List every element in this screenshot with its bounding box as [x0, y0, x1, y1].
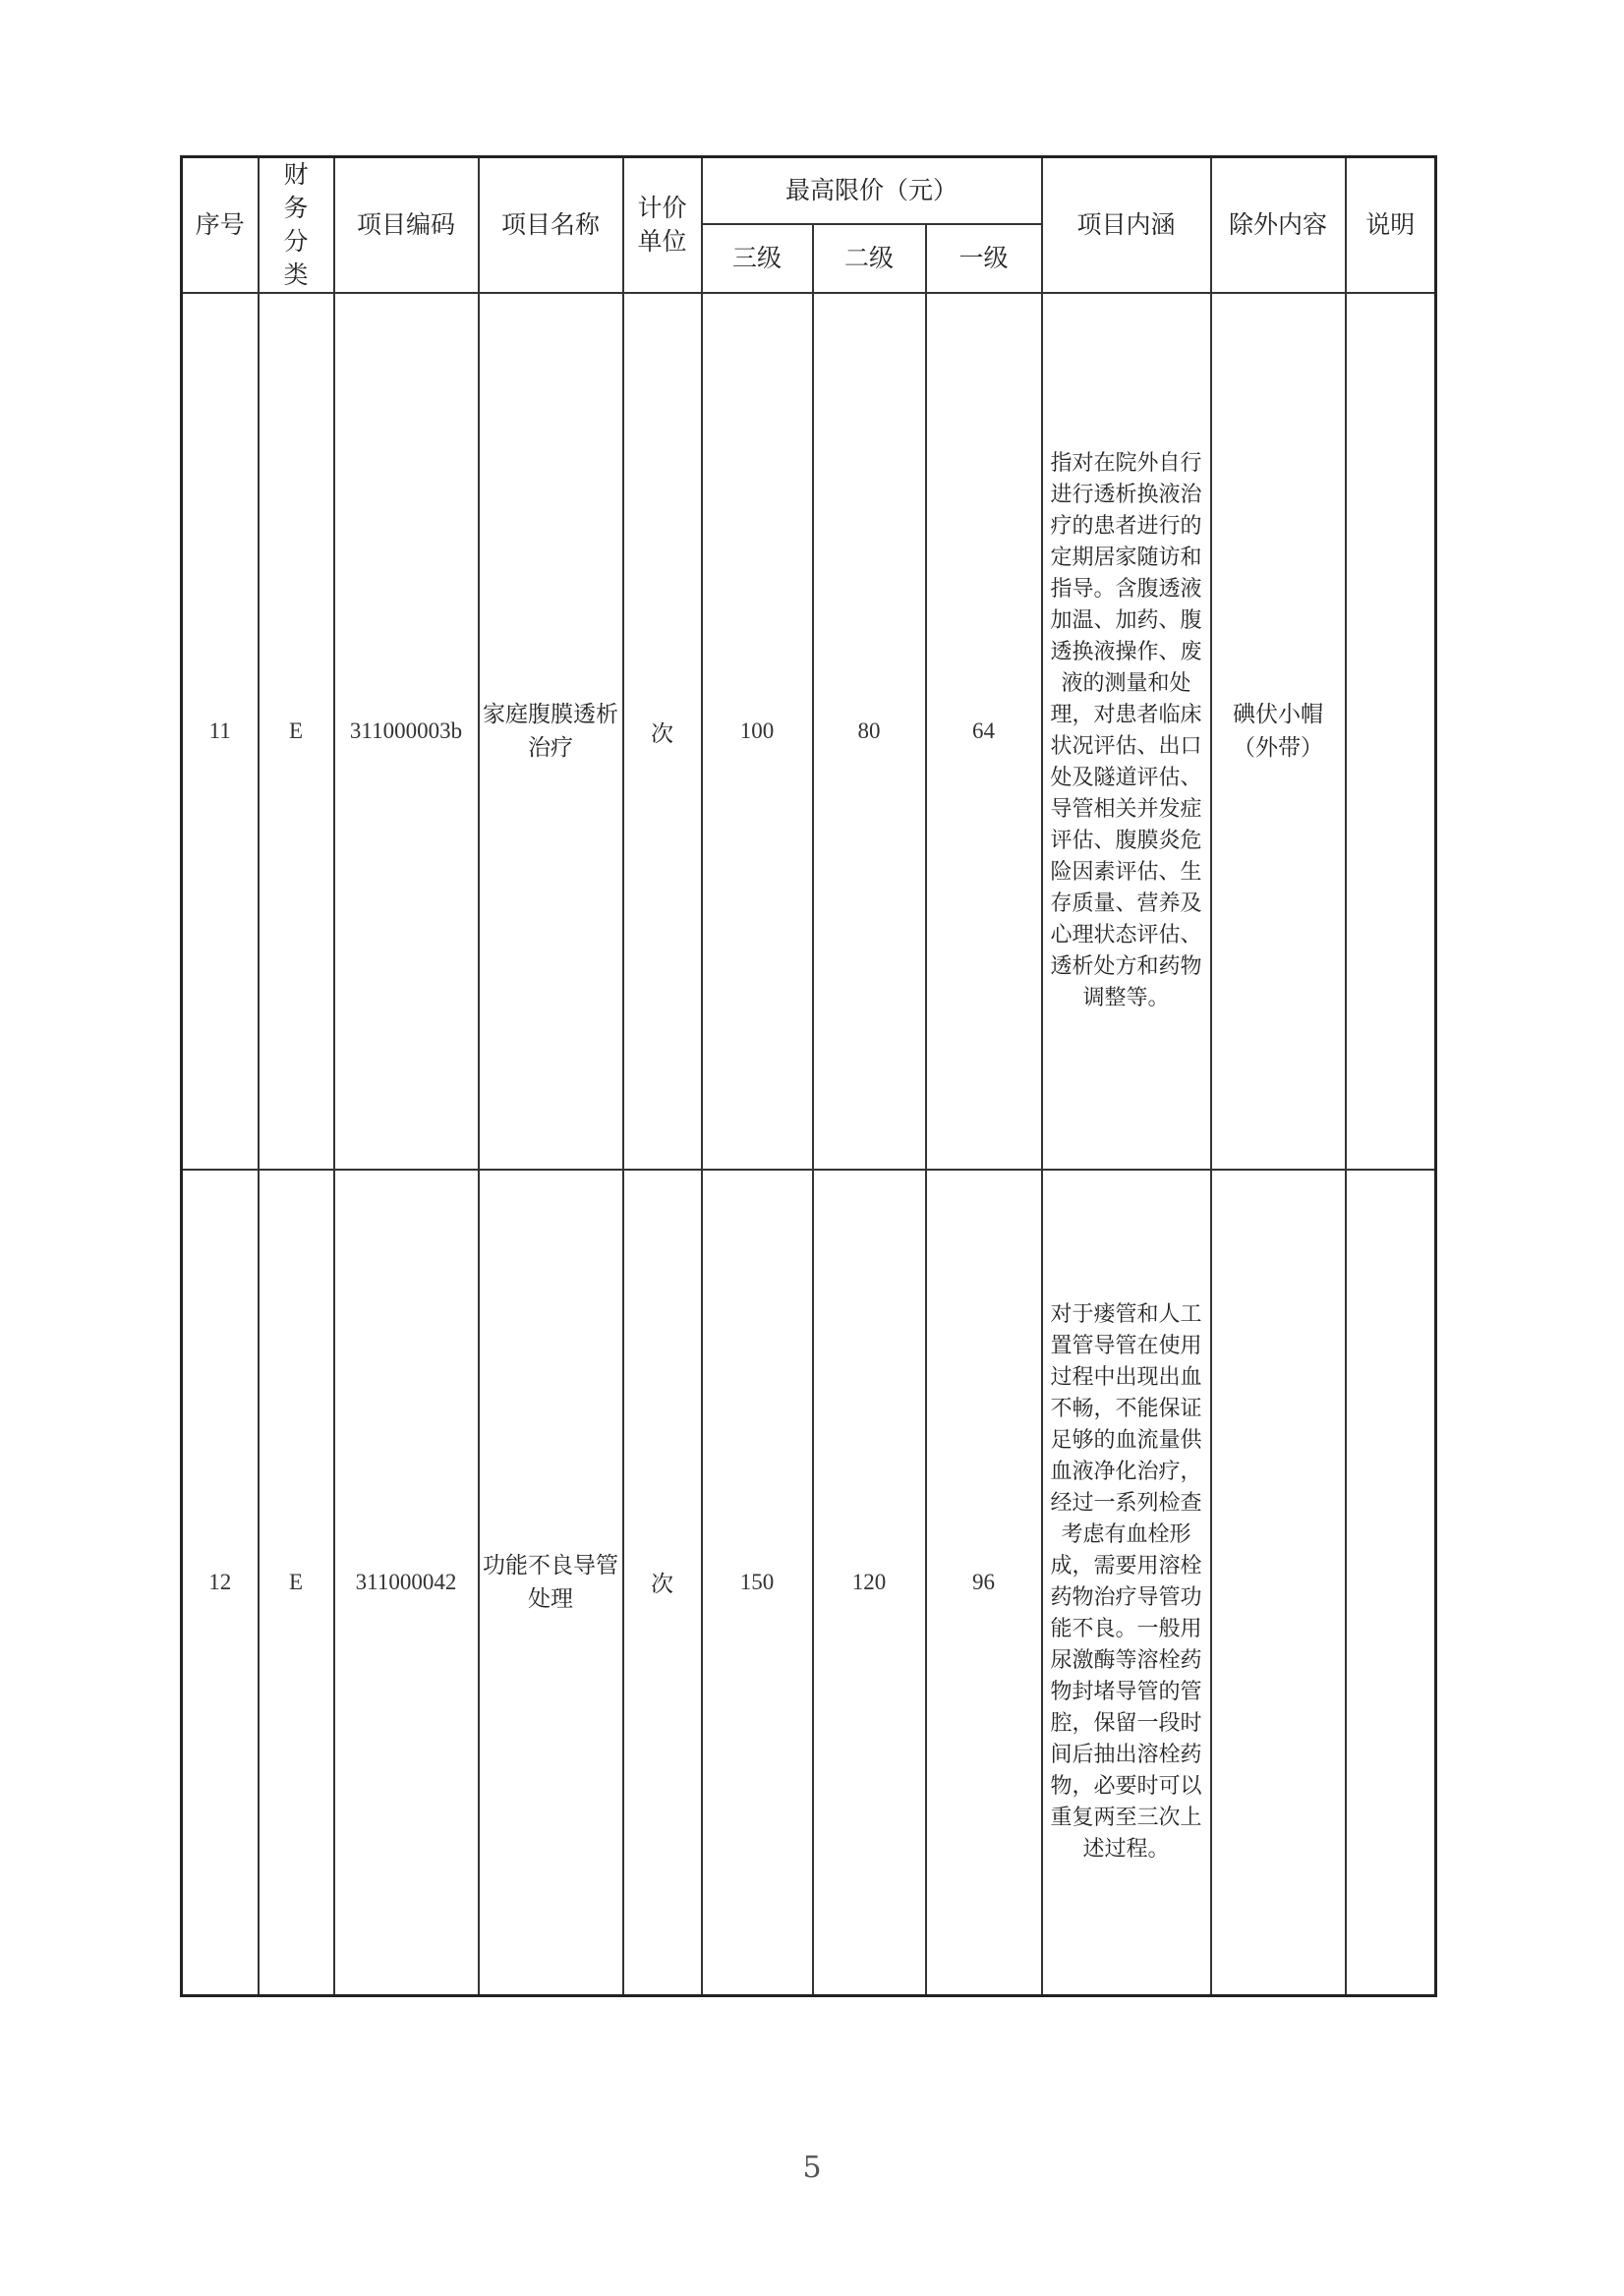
header-row	[182, 157, 1436, 224]
header-item-code: 项目编码	[334, 157, 479, 294]
row-seq: 11	[182, 293, 259, 1170]
row-price-level-1: 64	[926, 293, 1042, 1170]
header-max-price: 最高限价（元）	[702, 157, 1042, 224]
row-price-level-3: 150	[702, 1170, 813, 1995]
page-number: 5	[802, 2151, 822, 2185]
price-table	[180, 155, 1437, 1997]
row-price-level-3: 100	[702, 293, 813, 1170]
row-name: 功能不良导管处理	[479, 1170, 623, 1995]
row-unit: 次	[623, 293, 702, 1170]
row-code: 311000042	[334, 1170, 479, 1995]
row-price-level-2: 80	[813, 293, 926, 1170]
row-seq: 12	[182, 1170, 259, 1995]
row-code: 311000003b	[334, 293, 479, 1170]
header-exclusions: 除外内容	[1211, 157, 1346, 294]
header-seq: 序号	[182, 157, 259, 294]
row-content: 对于瘘管和人工置管导管在使用过程中出现出血不畅，不能保证足够的血流量供血液净化治疗，经过一系列检查考虑有血栓形成，需要用溶栓药物治疗导管功能不良。一般用尿激酶等溶栓药物封堵导管的管腔，保留一段时间后抽出溶栓药物，必要时可以重复两至三次上述过程。	[1042, 1170, 1211, 1995]
table-row	[182, 293, 1436, 1170]
row-price-level-2: 120	[813, 1170, 926, 1995]
header-finance-category: 财务分类	[259, 157, 334, 294]
header-item-name: 项目名称	[479, 157, 623, 294]
row-price-level-1: 96	[926, 1170, 1042, 1995]
row-content: 指对在院外自行进行透析换液治疗的患者进行的定期居家随访和指导。含腹透液加温、加药、腹透换液操作、废液的测量和处理，对患者临床状况评估、出口处及隧道评估、导管相关并发症评估、腹膜炎危险因素评估、生存质量、营养及心理状态评估、透析处方和药物调整等。	[1042, 293, 1211, 1170]
row-exclusions: 碘伏小帽（外带）	[1211, 293, 1346, 1170]
header-level-3: 三级	[702, 224, 813, 293]
row-notes	[1346, 1170, 1436, 1995]
header-pricing-unit: 计价单位	[623, 157, 702, 294]
row-unit: 次	[623, 1170, 702, 1995]
header-item-content: 项目内涵	[1042, 157, 1211, 294]
row-category: E	[259, 293, 334, 1170]
header-level-1: 一级	[926, 224, 1042, 293]
header-notes: 说明	[1346, 157, 1436, 294]
row-notes	[1346, 293, 1436, 1170]
row-name: 家庭腹膜透析治疗	[479, 293, 623, 1170]
row-exclusions	[1211, 1170, 1346, 1995]
header-level-2: 二级	[813, 224, 926, 293]
table-row	[182, 1170, 1436, 1995]
row-category: E	[259, 1170, 334, 1995]
